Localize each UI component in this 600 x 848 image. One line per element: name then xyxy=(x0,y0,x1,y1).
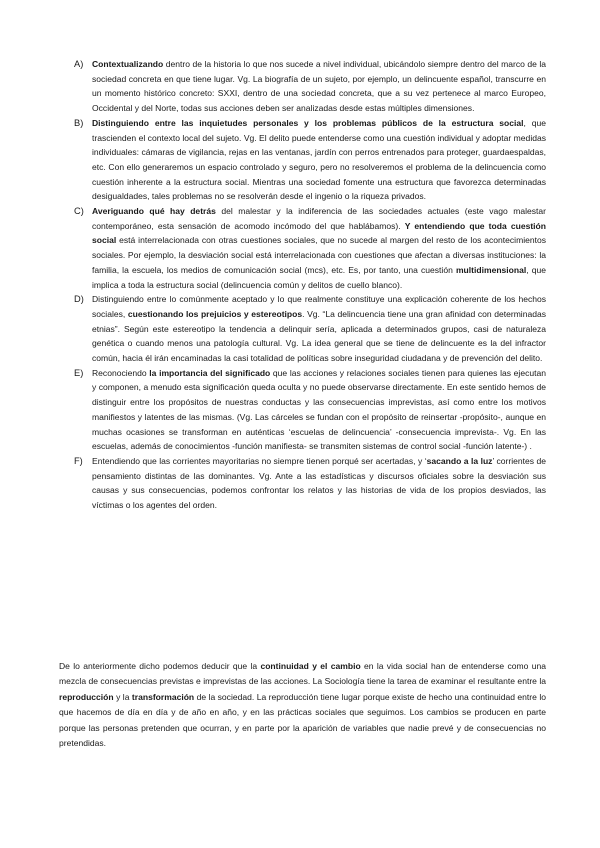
numbered-list xyxy=(74,57,546,513)
text-segment: . Vg. “La delincuencia tiene una gran afinidad con determinadas etnias”. Según este estereotipo la tendencia a delinquir sería, aplicada a determinados grupos, casi de naturaleza genética o cuando menos una patología cultural. Vg. La idea general que se tiene de delincuente es la del infractor común, hacia él irán encaminadas la casi totalidad de políticas sobre inseguridad ciudadana y de prevención del delito. xyxy=(92,308,546,364)
bold-text-segment: cuestionando los prejuicios y estereotipos xyxy=(127,308,303,319)
list-item xyxy=(74,57,546,116)
list-item-text xyxy=(92,454,546,513)
text-segment: , que trascienden el contexto local del sujeto. Vg. El delito puede entenderse como una cuestión individual y adoptar medidas individuales: cámaras de vigilancia, rejas en las ventanas, jardín con perros entrenados para proteger, guardaespaldas, etc. Con ello generaremos un espacio controlado y seguro, pero no resolveremos el problema de la delincuencia como cuestión inherente a la estructura social. Mientras una sociedad fomente una estructura que favorezca determinadas desigualdades, tales problemas no se resolverán desde el ingenio o la riqueza privados. xyxy=(92,117,547,202)
bold-text-segment: multidimensional xyxy=(455,264,527,275)
list-letter: C) xyxy=(74,206,84,217)
text-segment: , que implica a toda la estructura social (delincuencia común y delitos de cuello blanco). xyxy=(92,264,546,290)
text-segment: Reconociendo xyxy=(92,367,150,378)
bold-text-segment: continuidad y el cambio xyxy=(260,661,361,671)
list-item-text xyxy=(92,57,546,116)
list-letter: B) xyxy=(74,117,84,128)
text-segment: Entendiendo que las corrientes mayoritarias no siempre tienen porqué ser acertadas, y ‘ xyxy=(92,455,427,466)
text-segment: y la xyxy=(113,691,132,702)
text-segment: en la vida social han de entenderse como una mezcla de consecuencias previstas e imprevistas de las acciones. La Sociología tiene la tarea de examinar el resultante entre la xyxy=(59,661,546,687)
list-item-text xyxy=(92,204,546,292)
list-letter: E) xyxy=(74,367,84,378)
text-segment: De lo anteriormente dicho podemos deducir que la xyxy=(59,661,261,671)
list-item-text xyxy=(92,292,546,366)
bold-text-segment: Contextualizando xyxy=(92,59,164,69)
bold-text-segment: sacando a la luz xyxy=(426,455,493,466)
bold-text-segment: Y entendiendo que toda cuestión social xyxy=(92,220,546,246)
bold-text-segment: la importancia del significado xyxy=(149,367,271,378)
list-letter: F) xyxy=(74,455,83,466)
list-item xyxy=(74,454,546,513)
list-letter: A) xyxy=(74,59,84,69)
text-segment: que las acciones y relaciones sociales tienen para quienes las ejecutan y componen, a menudo esta significación queda oculta y no puede observarse directamente. En este sentido hemos de distinguir entre los propósitos de nuestras conductas y las consecuencias imprevistas, así como entre los motivos manifiestos y latentes de las mismas. (Vg. Las cárceles se fundan con el propósito de reinsertar -propósito-, aunque en muchas ocasiones se transforman en auténticas ‘escuelas de delincuencia’ -consecuencia imprevista-. Vg. En las escuelas, además de conocimientos -función manifiesta- se transmiten sistemas de control social -función latente-) . xyxy=(92,367,546,452)
bold-text-segment: Averiguando qué hay detrás xyxy=(92,206,216,217)
text-segment: Distinguiendo entre lo comúnmente aceptado y lo que realmente constituye una explicación coherente de los hechos sociales, xyxy=(92,294,546,319)
text-segment: dentro de la historia lo que nos sucede a nivel individual, ubicándolo siempre dentro del marco de la sociedad concreta en que tiene lugar. Vg. La biografía de un sujeto, por ejemplo, un delincuente español, transcurre en un momento histórico concreto: SXXI, dentro de una sociedad concreta, que a su vez pertenece al marco Europeo, Occidental y del Norte, todas sus acciones deben ser analizadas desde estas múltiples dimensiones. xyxy=(92,59,546,114)
list-item-text xyxy=(92,366,546,454)
bold-text-segment: Distinguiendo entre las inquietudes personales y los problemas públicos de la estructura social xyxy=(92,117,524,128)
text-segment: del malestar y la indiferencia de las sociedades actuales (este vago malestar contemporáneo, esta sensación de acomodo incómodo del que hablábamos). xyxy=(92,206,546,231)
list-item xyxy=(74,292,546,366)
list-item xyxy=(74,116,546,204)
list-item xyxy=(74,366,546,454)
list-letter: D) xyxy=(74,294,84,305)
list-item-text xyxy=(92,116,546,204)
text-segment: de la sociedad. La reproducción tiene lugar porque existe de hecho una continuidad entre lo que hacemos de día en día y de año en año, y en las prácticas sociales que seguimos. Los cambios se producen en parte porque las personas pretenden que ocurran, y en parte por la aparición de variables que nadie prevé y de consecuencias no pretendidas. xyxy=(59,691,546,749)
conclusion-paragraph xyxy=(59,659,546,751)
list-item xyxy=(74,204,546,292)
bold-text-segment: reproducción xyxy=(59,691,114,702)
text-segment: está interrelacionada con otras cuestiones sociales, que no sucede al margen del resto de los acontecimientos sociales. Por ejemplo, la desviación social está interrelacionada con cuestiones que afectan a diversas instituciones: la familia, la escuela, los medios de comunicación social (mcs), etc. Es, por tanto, una cuestión xyxy=(92,235,546,275)
bold-text-segment: transformación xyxy=(131,691,195,702)
text-segment: ’ corrientes de pensamiento distintas de las dominantes. Vg. Ante a las estadísticas y discursos oficiales sobre la desviación sus causas y sus consecuencias, podemos confrontar los relatos y las historias de vida de los propios desviados, las víctimas o los agentes del orden. xyxy=(92,455,546,511)
